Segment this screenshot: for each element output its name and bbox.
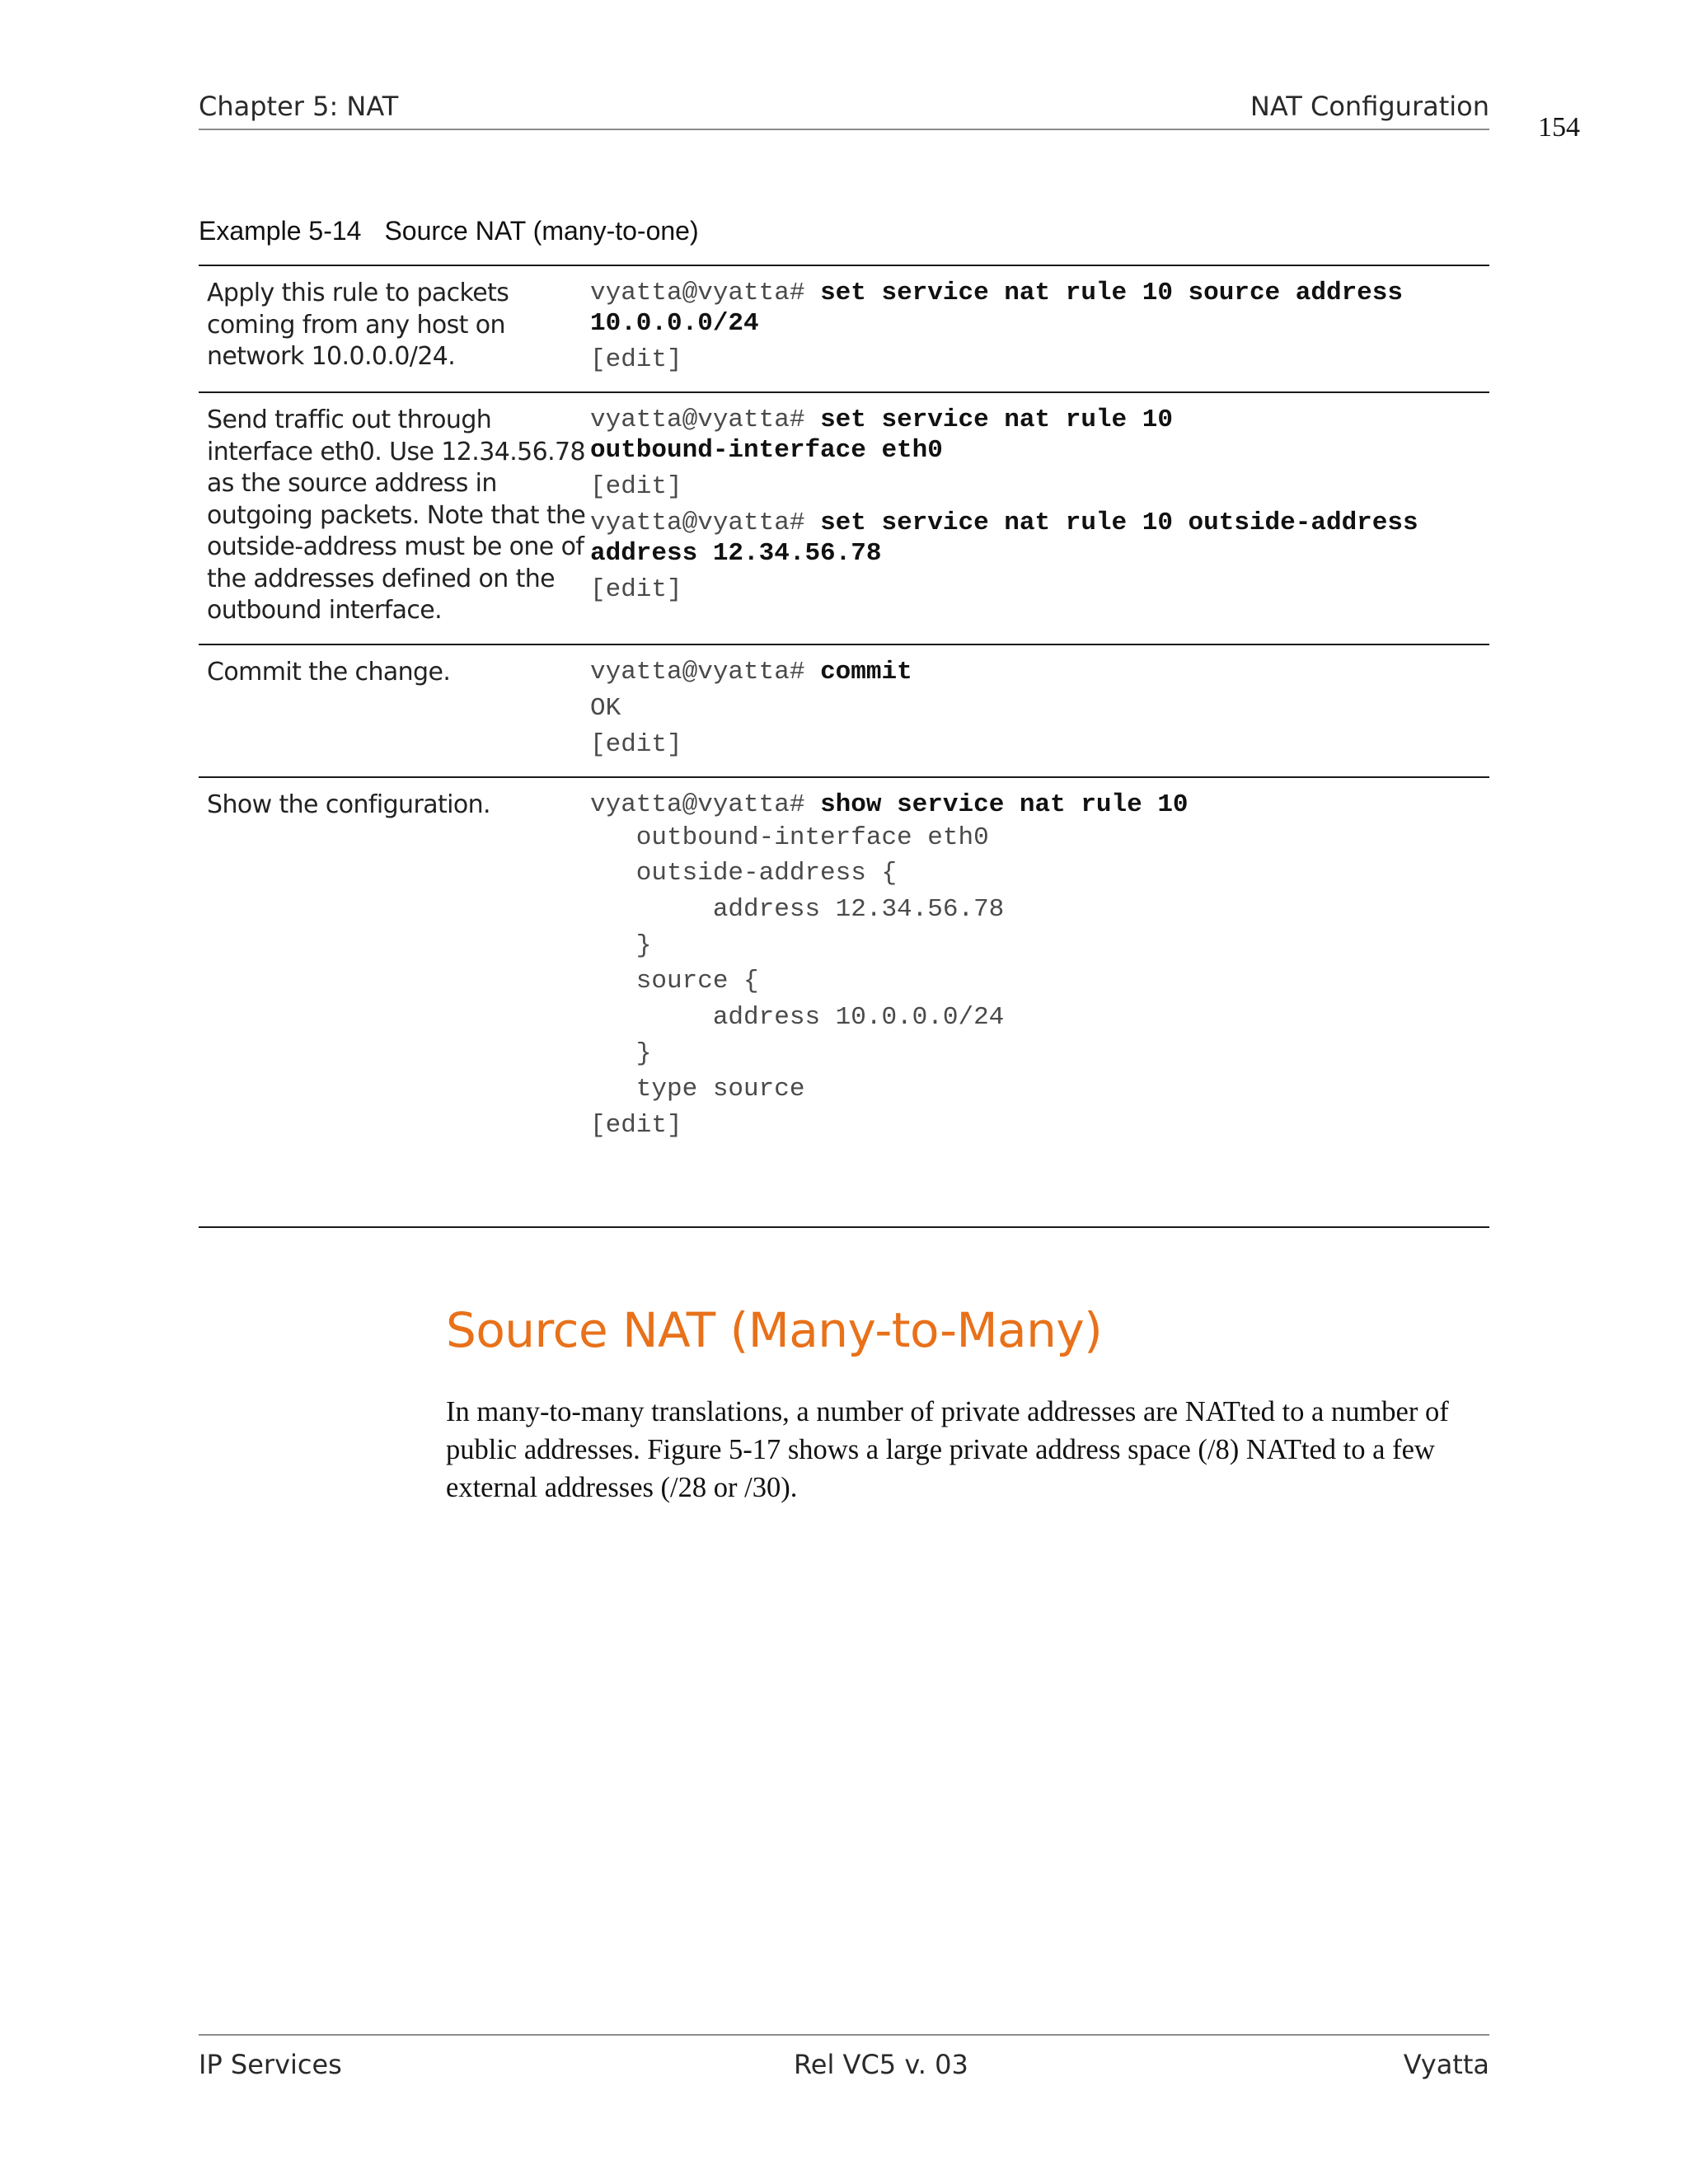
command-block — [590, 393, 1489, 644]
section-heading: Source NAT (Many-to-Many) — [446, 1302, 1103, 1358]
command: set service nat rule 10 source address — [820, 279, 1403, 307]
page-number: 154 — [1538, 112, 1580, 143]
command-line — [590, 405, 1489, 435]
command-block — [590, 266, 1489, 391]
table-row — [199, 776, 1489, 1226]
command-output: OK — [590, 693, 621, 723]
command-output: [edit] — [590, 472, 682, 501]
example-caption — [199, 216, 699, 246]
command-output: [edit] — [590, 729, 682, 759]
example-table — [199, 265, 1489, 1228]
footer-release: Rel VC5 v. 03 — [794, 2049, 968, 2080]
command-block — [590, 778, 1489, 1226]
command: set service nat rule 10 outside-address — [820, 509, 1418, 537]
command-continuation: 10.0.0.0/24 — [590, 309, 759, 338]
config-line: outbound-interface eth0 — [590, 823, 989, 852]
page-header — [199, 87, 1489, 130]
section-body: In many-to-many translations, a number of private addresses are NATted to a number of public addresses. Figure 5-17 shows a large private address space (/8) NATted to a few external addresses (/28 or /30). — [446, 1396, 1449, 1503]
config-output — [590, 820, 1489, 1144]
example-title: Source NAT (many-to-one) — [384, 216, 699, 246]
example-number: Example 5-14 — [199, 216, 362, 246]
page-footer — [199, 2034, 1489, 2085]
config-line: address 12.34.56.78 — [590, 894, 1005, 924]
prompt: vyatta@vyatta# — [590, 405, 805, 434]
config-line: outside-address { — [590, 859, 898, 888]
table-row — [199, 266, 1489, 391]
command: show service nat rule 10 — [820, 790, 1189, 819]
prompt: vyatta@vyatta# — [590, 279, 805, 307]
config-line: } — [590, 930, 652, 960]
command-line — [590, 278, 1489, 308]
command-output: [edit] — [590, 345, 682, 374]
table-row — [199, 644, 1489, 776]
command-output: [edit] — [590, 575, 682, 604]
config-line: source { — [590, 967, 759, 996]
config-line: } — [590, 1038, 652, 1068]
command: set service nat rule 10 — [820, 405, 1173, 434]
command: commit — [820, 657, 912, 687]
prompt: vyatta@vyatta# — [590, 657, 805, 687]
chapter-title: Chapter 5: NAT — [199, 91, 399, 122]
step-description: Apply this rule to packets coming from any host on network 10.0.0.0/24. — [207, 279, 509, 371]
config-line: type source — [590, 1075, 805, 1104]
command-line — [590, 508, 1489, 538]
config-line: [edit] — [590, 1111, 682, 1141]
command-line — [590, 657, 1489, 687]
prompt: vyatta@vyatta# — [590, 790, 805, 819]
footer-company: Vyatta — [1403, 2049, 1489, 2080]
table-row — [199, 391, 1489, 644]
footer-book-title: IP Services — [199, 2049, 342, 2080]
section-name: NAT Configuration — [1250, 91, 1489, 122]
step-description: Commit the change. — [207, 657, 451, 687]
command-block — [590, 645, 1489, 776]
step-description: Send traffic out through interface eth0. Use 12.34.56.78 as the source address in outgoing packets. Note that the outside-address must be one of the addresses defined on the outbound interface. — [207, 405, 586, 625]
prompt: vyatta@vyatta# — [590, 509, 805, 537]
command-continuation: address 12.34.56.78 — [590, 539, 882, 568]
step-description: Show the configuration. — [207, 790, 490, 819]
command-continuation: outbound-interface eth0 — [590, 436, 943, 465]
command-line — [590, 790, 1489, 820]
config-line: address 10.0.0.0/24 — [590, 1003, 1005, 1033]
